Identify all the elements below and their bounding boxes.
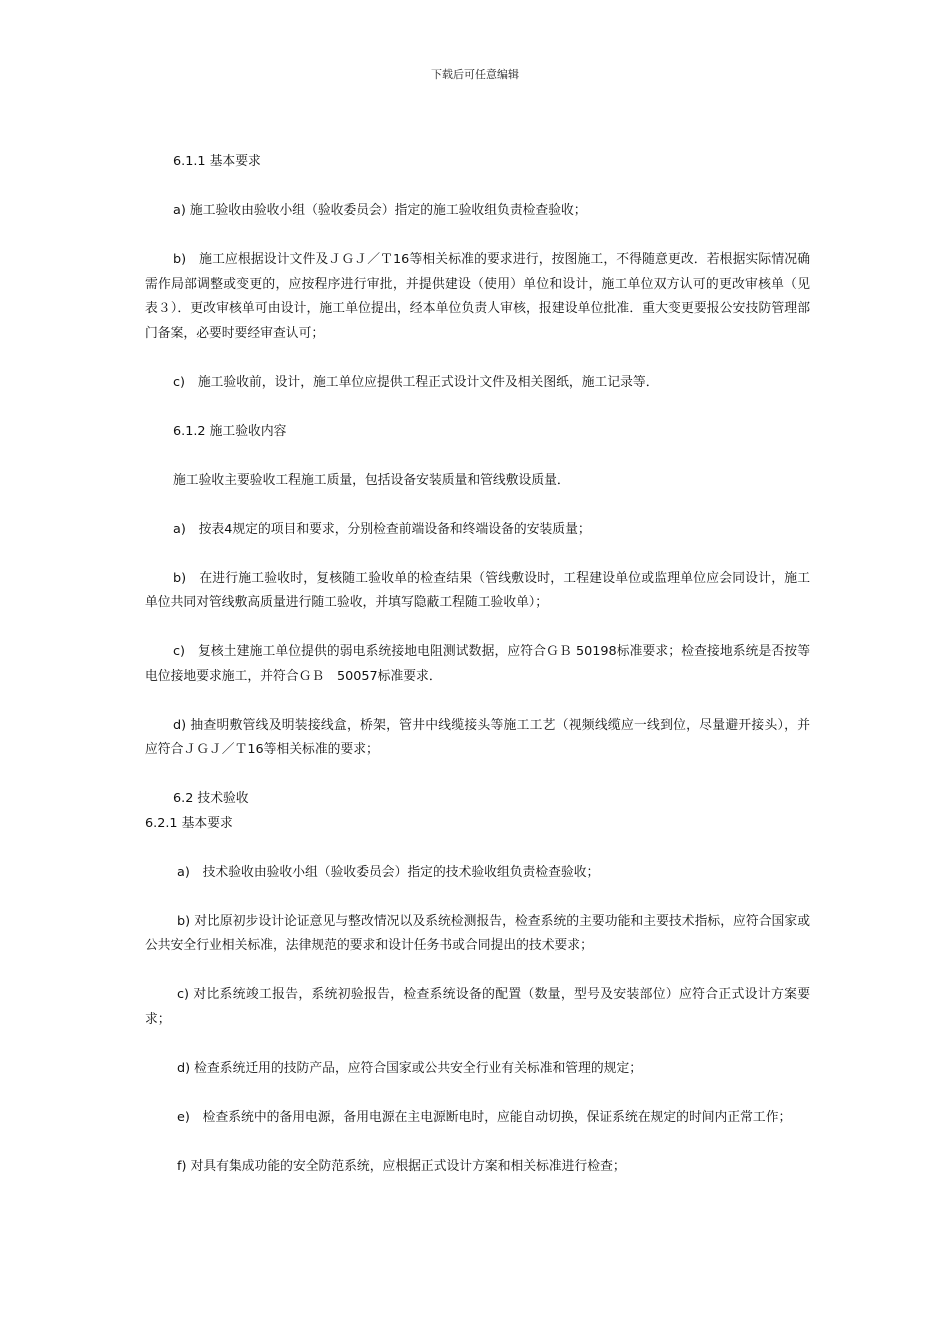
- paragraph: a) 技术验收由验收小组（验收委员会）指定的技术验收组负责检查验收；: [177, 864, 600, 880]
- paragraph: f) 对具有集成功能的安全防范系统，应根据正式设计方案和相关标准进行检查；: [177, 1158, 626, 1174]
- paragraph: c) 施工验收前，设计，施工单位应提供工程正式设计文件及相关图纸，施工记录等．: [173, 374, 659, 390]
- paragraph: b) 施工应根据设计文件及ＪＧＪ／Ｔ16等相关标准的要求进行，按图施工，不得随意更改．若根据实际情况确需作局部调整或变更的，应按程序进行审批，并提供建设（使用）单位和设计，施工单位双方认可的更改审核单（见表３）．更改审核单可由设计，施工单位提出，经本单位负责人审核，报建设单位批准．重大变更要报公安技防管理部门备案，必要时要经审查认可；: [145, 252, 810, 341]
- paragraph: d) 抽查明敷管线及明装接线盒，桥架，管井中线缆接头等施工工艺（视频线缆应一线到位，尽量避开接头），并应符合ＪＧＪ／Ｔ16等相关标准的要求；: [145, 717, 810, 757]
- section-heading: 6.1.1 基本要求: [173, 154, 261, 169]
- paragraph: e) 检查系统中的备用电源，备用电源在主电源断电时，应能自动切换，保证系统在规定的时间内正常工作；: [177, 1109, 792, 1125]
- section-heading: 6.1.2 施工验收内容: [173, 423, 287, 439]
- document-body: [145, 150, 810, 1179]
- paragraph: b) 在进行施工验收时，复核随工验收单的检查结果（管线敷设时，工程建设单位或监理单位应会同设计，施工单位共同对管线敷高质量进行随工验收，并填写隐蔽工程随工验收单）；: [145, 570, 810, 610]
- section-heading: 6.2.1 基本要求: [145, 815, 233, 831]
- section-heading: 6.2 技术验收: [173, 791, 249, 806]
- paragraph: b) 对比原初步设计论证意见与整改情况以及系统检测报告，检查系统的主要功能和主要技术指标，应符合国家或公共安全行业相关标准，法律规范的要求和设计任务书或合同提出的技术要求；: [145, 913, 810, 953]
- page-header: 下载后可任意编辑: [431, 68, 519, 81]
- paragraph: c) 复核土建施工单位提供的弱电系统接地电阻测试数据，应符合ＧＢ 50198标准要求；检查接地系统是否按等电位接地要求施工，并符合ＧＢ 50057标准要求．: [145, 644, 810, 684]
- paragraph: a) 按表4规定的项目和要求，分别检查前端设备和终端设备的安装质量；: [173, 521, 591, 537]
- paragraph: c) 对比系统竣工报告，系统初验报告，检查系统设备的配置（数量，型号及安装部位）应符合正式设计方案要求；: [145, 987, 810, 1027]
- paragraph: 施工验收主要验收工程施工质量，包括设备安装质量和管线敷设质量．: [173, 472, 570, 488]
- paragraph: a) 施工验收由验收小组（验收委员会）指定的施工验收组负责检查验收；: [173, 203, 587, 218]
- paragraph: d) 检查系统迁用的技防产品，应符合国家或公共安全行业有关标准和管理的规定；: [177, 1060, 643, 1076]
